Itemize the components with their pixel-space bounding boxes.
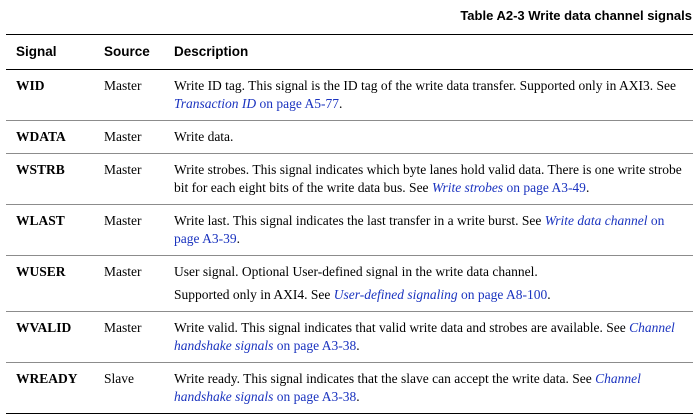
signal-source: Master [104,70,174,121]
signal-description [174,154,693,205]
cross-reference-title-link[interactable]: Channel handshake signals [174,320,675,353]
description-text: . [585,180,590,195]
signal-name: WSTRB [6,154,104,205]
signal-source: Slave [104,363,174,414]
signal-name: WLAST [6,205,104,256]
signal-description [174,256,693,312]
cross-reference-title-link[interactable]: Channel handshake signals [174,371,641,404]
signal-source: Master [104,312,174,363]
description-text: . [236,231,240,246]
description-text: Write valid. This signal indicates that valid write data and strobes are available. See [174,320,630,335]
description-text: . [356,338,360,353]
write-data-channel-signals-table [6,34,693,414]
description-text: . [356,389,360,404]
cross-reference-page-link[interactable]: on page A3-38 [273,389,357,404]
table-row [6,154,693,205]
description-text: Write strobes. This signal indicates which byte lanes hold valid data. There is one write strobe bit for each eight bits of the write data bus. See [174,162,682,195]
description-paragraph [174,370,687,406]
cross-reference-page-link[interactable]: on page A8-100 [457,287,548,302]
description-paragraph [174,212,687,248]
description-text: User signal. Optional User-defined signal in the write data channel. [174,264,538,279]
signal-source: Master [104,121,174,154]
signal-description [174,363,693,414]
table-header-row [6,35,693,70]
cross-reference-title-link[interactable]: Write strobes [431,180,504,195]
cross-reference-page-link[interactable]: on page A5-77 [256,96,339,111]
signal-description [174,312,693,363]
signal-source: Master [104,154,174,205]
description-text: Write ready. This signal indicates that the slave can accept the write data. See [174,371,596,386]
table-caption: Table A2-3 Write data channel signals [460,8,692,23]
signal-name: WREADY [6,363,104,414]
table-row [6,312,693,363]
signal-name: WID [6,70,104,121]
cross-reference-title-link[interactable]: Transaction ID [174,96,257,111]
header-source: Source [104,35,174,70]
table-row [6,121,693,154]
signal-description [174,121,693,154]
header-description: Description [174,35,693,70]
description-text: . [339,96,343,111]
cross-reference-title-link[interactable]: Write data channel [544,213,648,228]
table-row [6,70,693,121]
cross-reference-page-link[interactable]: on page A3-38 [273,338,357,353]
description-text: Write data. [174,129,234,144]
cross-reference-title-link[interactable]: User-defined signaling [333,287,458,302]
description-paragraph [174,286,687,304]
description-text: . [547,287,551,302]
signal-name: WVALID [6,312,104,363]
description-paragraph [174,128,687,146]
description-paragraph [174,161,687,197]
table-row [6,256,693,312]
description-paragraph [174,319,687,355]
description-text: Supported only in AXI4. See [174,287,334,302]
description-text: Write ID tag. This signal is the ID tag of the write data transfer. Supported only in AXI3. See [174,78,676,93]
cross-reference-page-link[interactable]: on page A3-39 [174,213,665,246]
signal-name: WDATA [6,121,104,154]
signal-description [174,205,693,256]
header-signal: Signal [6,35,104,70]
signal-source: Master [104,256,174,312]
table-row [6,205,693,256]
description-paragraph [174,263,687,281]
description-text: Write last. This signal indicates the last transfer in a write burst. See [174,213,545,228]
signal-name: WUSER [6,256,104,312]
table-body [6,70,693,414]
signal-description [174,70,693,121]
signal-source: Master [104,205,174,256]
table-row [6,363,693,414]
description-paragraph [174,77,687,113]
cross-reference-page-link[interactable]: on page A3-49 [503,180,586,195]
